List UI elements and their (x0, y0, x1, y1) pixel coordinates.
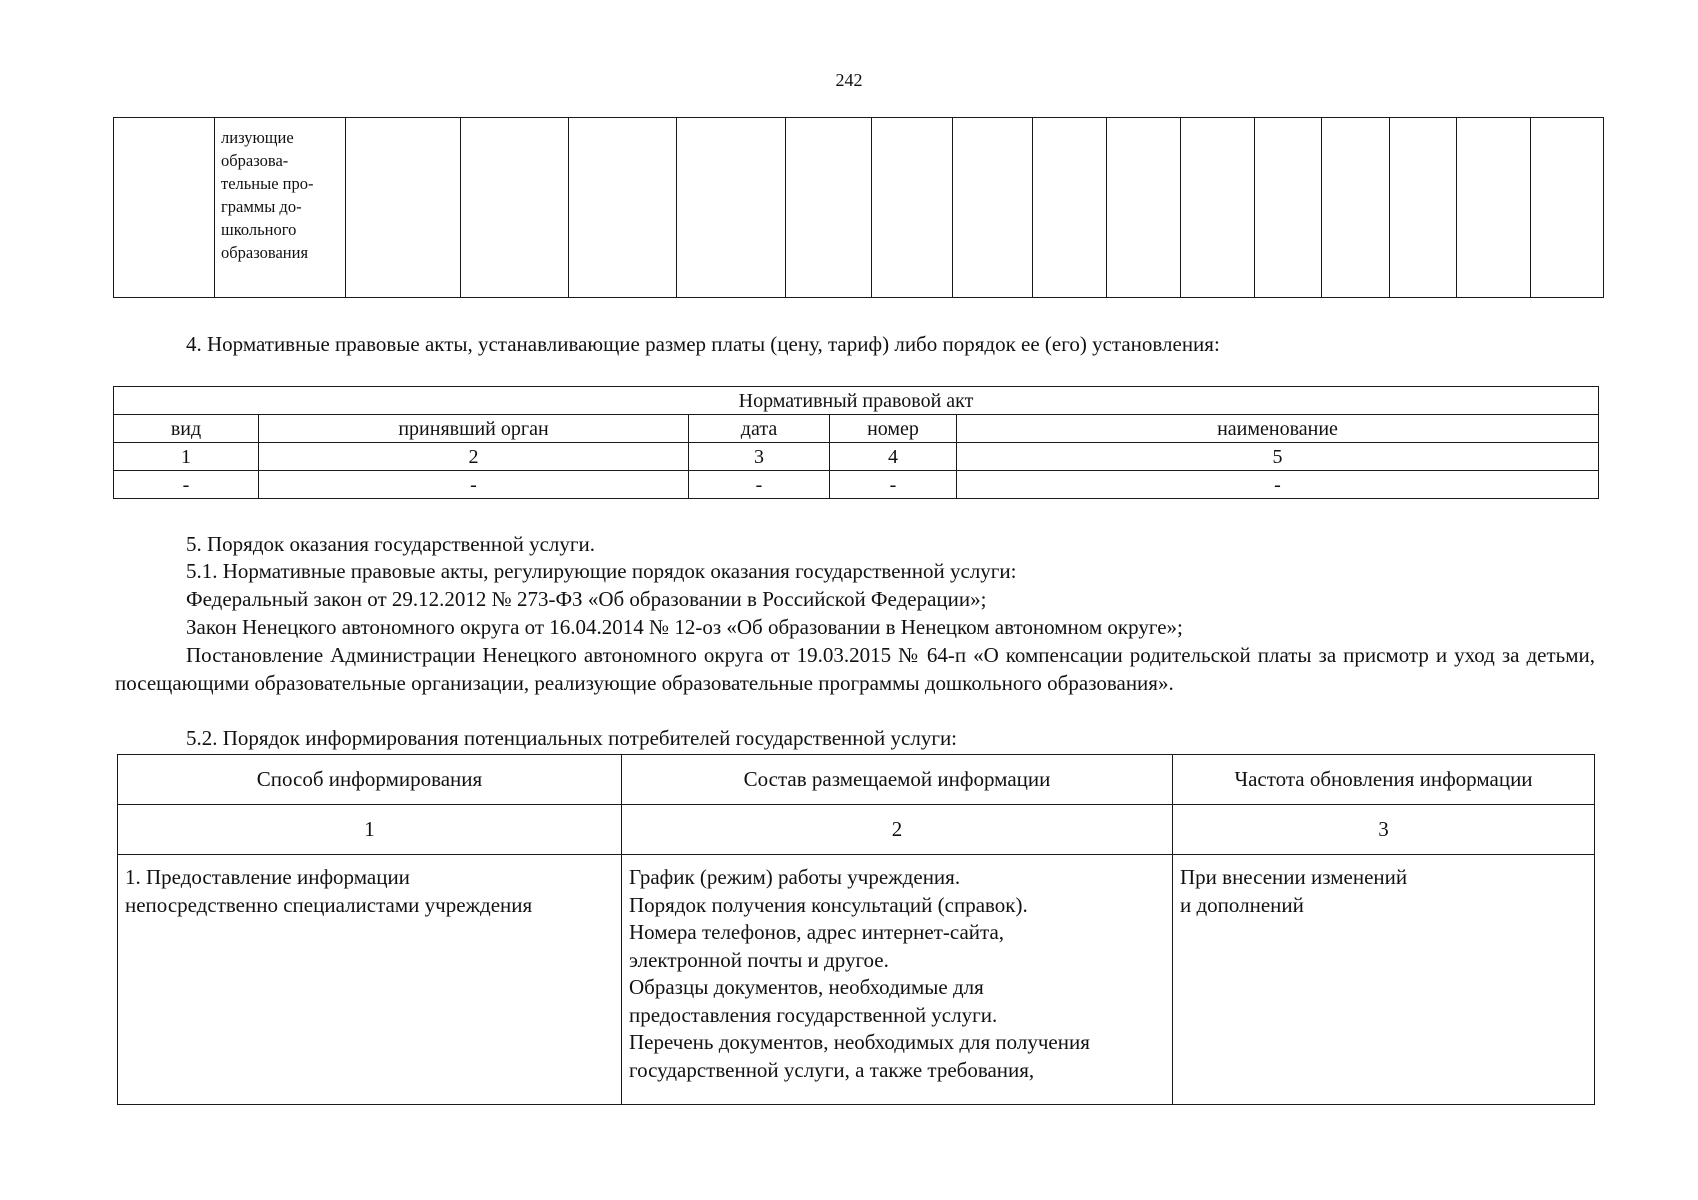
info-content-cell (622, 855, 1173, 1105)
cont-cell-empty (1181, 118, 1255, 298)
cont-cell-empty (786, 118, 872, 298)
cont-line: образования (221, 243, 309, 262)
cont-cell-empty (569, 118, 677, 298)
page-number: 242 (835, 70, 863, 90)
cont-line: лизующие (221, 128, 294, 147)
content-line: государственной услуги, а также требования, (629, 1057, 1035, 1082)
info-col-number: 1 (118, 805, 622, 855)
section5-2-heading: 5.2. Порядок информирования потенциальных потребителей государственной услуги: (186, 726, 958, 750)
content-line: Номера телефонов, адрес интернет-сайта, (629, 920, 1005, 944)
acts-cell: - (689, 471, 830, 499)
federal-law-paragraph: Федеральный закон от 29.12.2012 № 273-ФЗ «Об образовании в Российской Федерации»; (186, 587, 987, 611)
section5-1-heading: 5.1. Нормативные правовые акты, регулирующие порядок оказания государственной услуги: (186, 559, 1017, 583)
method-line: 1. Предоставление информации (125, 865, 410, 889)
cont-cell-empty (1255, 118, 1322, 298)
cont-line: граммы до- (221, 197, 302, 216)
acts-col-number: 4 (830, 443, 957, 471)
acts-col-number: 1 (114, 443, 259, 471)
cont-cell-empty (953, 118, 1033, 298)
cont-cell-empty (1390, 118, 1457, 298)
acts-col-header: номер (830, 415, 957, 443)
info-frequency-cell (1173, 855, 1595, 1105)
information-table (117, 754, 1595, 1105)
cont-cell-empty (872, 118, 953, 298)
info-col-header: Частота обновления информации (1173, 755, 1595, 805)
cont-cell-empty (1107, 118, 1181, 298)
content-line: Перечень документов, необходимых для получения (629, 1030, 1090, 1054)
acts-cell: - (957, 471, 1599, 499)
continuation-table (113, 117, 1604, 298)
cont-cell-empty (1531, 118, 1604, 298)
frequency-line: и дополнений (1180, 892, 1304, 917)
info-col-number: 2 (622, 805, 1173, 855)
info-col-number: 3 (1173, 805, 1595, 855)
acts-col-header: наименование (957, 415, 1599, 443)
info-col-header: Состав размещаемой информации (622, 755, 1173, 805)
cont-cell-empty (677, 118, 786, 298)
acts-table-title: Нормативный правовой акт (114, 387, 1599, 415)
acts-cell: - (114, 471, 259, 499)
acts-cell: - (830, 471, 957, 499)
cont-line: школьного (221, 220, 297, 239)
content-line: Образцы документов, необходимые для (629, 975, 984, 999)
content-line: электронной почты и другое. (629, 947, 889, 972)
cont-line: тельные про- (221, 174, 314, 193)
section4-heading: 4. Нормативные правовые акты, устанавливающие размер платы (цену, тариф) либо порядок ее (его) установления: (186, 332, 1220, 356)
acts-col-number: 3 (689, 443, 830, 471)
cont-line: образова- (221, 151, 289, 170)
normative-acts-table (113, 386, 1599, 499)
postanovlenie-paragraph: Постановление Администрации Ненецкого автономного округа от 19.03.2015 № 64-п «О компенсации родительской платы за присмотр и уход за детьми, посещающими образовательные организации, реализующие образовательные программы дошкольного образования». (115, 643, 1595, 695)
acts-col-header: вид (114, 415, 259, 443)
cont-cell-empty (461, 118, 569, 298)
cont-cell-program (215, 118, 346, 298)
frequency-line: При внесении изменений (1180, 865, 1408, 889)
nao-law-paragraph: Закон Ненецкого автономного округа от 16.04.2014 № 12-оз «Об образовании в Ненецком автономном округе»; (186, 615, 1183, 639)
content-line: График (режим) работы учреждения. (629, 865, 961, 889)
info-method-cell (118, 855, 622, 1105)
content-line: предоставления государственной услуги. (629, 1002, 998, 1027)
section5-heading: 5. Порядок оказания государственной услуги. (186, 532, 595, 556)
cont-cell-empty (1322, 118, 1390, 298)
cont-cell-empty (1033, 118, 1107, 298)
cont-cell-empty (1457, 118, 1531, 298)
cont-cell-empty (114, 118, 215, 298)
acts-col-header: принявший орган (259, 415, 689, 443)
cont-cell-empty (346, 118, 461, 298)
acts-cell: - (259, 471, 689, 499)
method-line: непосредственно специалистами учреждения (125, 892, 533, 917)
acts-col-number: 2 (259, 443, 689, 471)
info-col-header: Способ информирования (118, 755, 622, 805)
content-line: Порядок получения консультаций (справок). (629, 892, 1028, 917)
acts-col-number: 5 (957, 443, 1599, 471)
acts-col-header: дата (689, 415, 830, 443)
